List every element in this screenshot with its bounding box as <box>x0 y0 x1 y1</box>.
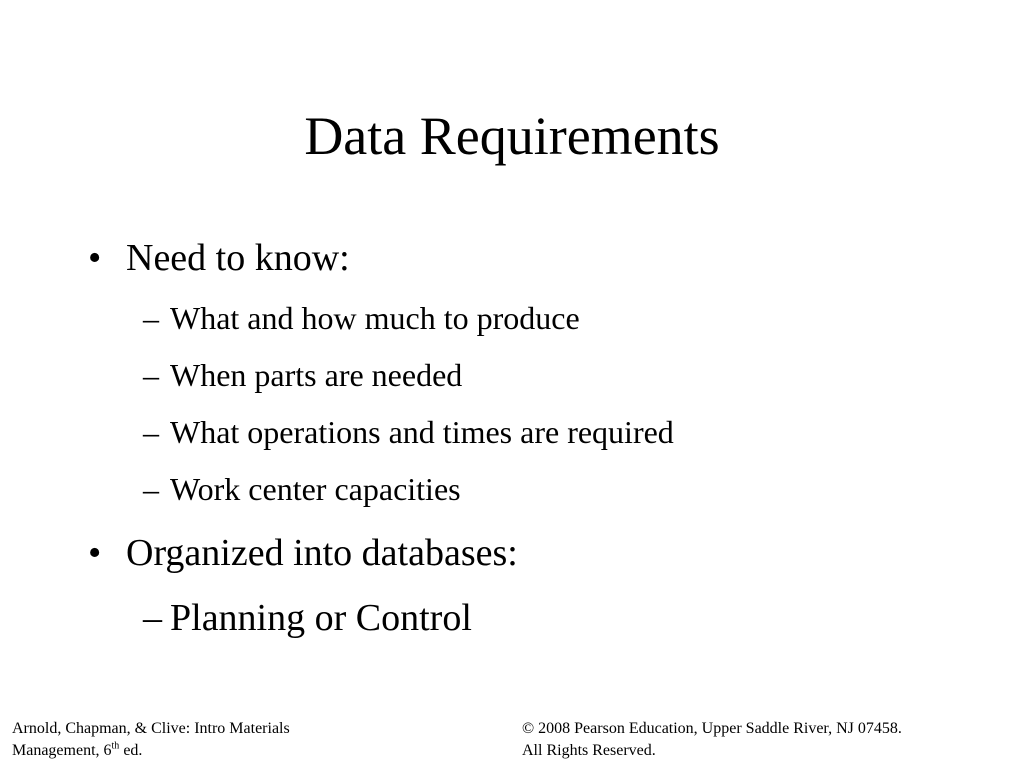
footer-citation-line1: Arnold, Chapman, & Clive: Intro Materials <box>12 720 290 737</box>
sub-mark: – <box>143 300 159 336</box>
sub-item-text: When parts are needed <box>170 357 463 393</box>
footer-citation-line2 <box>12 740 290 762</box>
bullet-mark: • <box>88 237 102 279</box>
footer-copyright-line2: All Rights Reserved. <box>522 742 656 759</box>
sub-mark: – <box>143 471 159 507</box>
footer-edition-pre: Management, 6 <box>12 742 112 759</box>
footer-copyright <box>522 718 902 762</box>
sub-item-text: What operations and times are required <box>170 414 674 450</box>
sub-item-text: What and how much to produce <box>170 300 580 336</box>
sub-item-text: Work center capacities <box>170 471 461 507</box>
footer-copyright-line1: © 2008 Pearson Education, Upper Saddle River, NJ 07458. <box>522 720 902 737</box>
bullet-text: Need to know: <box>126 237 350 279</box>
sub-mark: – <box>143 597 162 639</box>
footer-citation <box>12 718 290 762</box>
bullet-mark: • <box>88 532 102 574</box>
slide-title: Data Requirements <box>304 106 720 166</box>
sub-mark: – <box>143 357 159 393</box>
sub-item-text: Planning or Control <box>170 597 472 639</box>
bullet-text: Organized into databases: <box>126 532 518 574</box>
sub-mark: – <box>143 414 159 450</box>
footer-edition-post: ed. <box>119 742 143 759</box>
footer-edition-sup: th <box>111 740 120 752</box>
